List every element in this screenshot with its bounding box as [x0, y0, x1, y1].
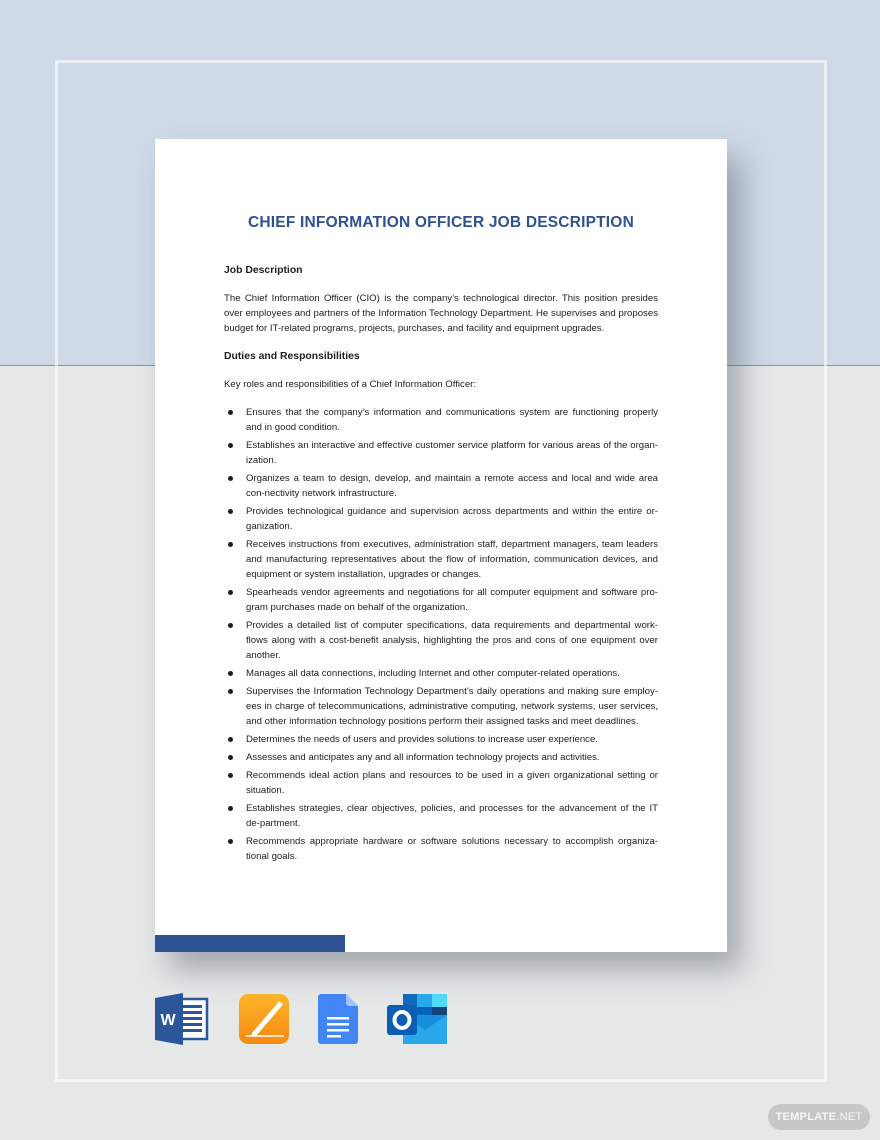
list-item: Receives instructions from executives, administration staff, department managers, team leaders and manufacturing representatives about the flow of information, communication devices, and equipment or system installation, upgrades or changes. — [224, 537, 658, 582]
bullet-icon — [228, 839, 233, 844]
template-net-watermark[interactable]: TEMPLATE .NET — [768, 1104, 870, 1130]
svg-text:W: W — [160, 1012, 176, 1029]
section-heading-job-description: Job Description — [224, 265, 303, 276]
list-item: Provides technological guidance and supervision across departments and within the entire or-ganization. — [224, 504, 658, 534]
footer-accent-bar — [155, 935, 345, 952]
list-item: Organizes a team to design, develop, and maintain a remote access and local and wide area con-nectivity network infrastructure. — [224, 471, 658, 501]
section-heading-duties: Duties and Responsibilities — [224, 351, 360, 362]
list-item: Establishes strategies, clear objectives, policies, and processes for the advancement of the IT de-partment. — [224, 801, 658, 831]
bullet-icon — [228, 590, 233, 595]
bullet-icon — [228, 755, 233, 760]
bullet-icon — [228, 773, 233, 778]
list-item: Assesses and anticipates any and all information technology projects and activities. — [224, 750, 658, 765]
list-item: Recommends appropriate hardware or software solutions necessary to accomplish organiza-tional goals. — [224, 834, 658, 864]
bullet-icon — [228, 410, 233, 415]
duties-intro: Key roles and responsibilities of a Chief Information Officer: — [224, 379, 477, 390]
bullet-icon — [228, 542, 233, 547]
list-item: Establishes an interactive and effective customer service platform for various areas of the organ-ization. — [224, 438, 658, 468]
bullet-icon — [228, 689, 233, 694]
google-docs-icon[interactable] — [318, 993, 360, 1045]
list-item: Recommends ideal action plans and resources to be used in a given organizational setting or situation. — [224, 768, 658, 798]
list-item: Provides a detailed list of computer specifications, data requirements and departmental work-flows along with a cost-benefit analysis, highlighting the pros and cons of one equipment over another. — [224, 618, 658, 663]
job-description-paragraph: The Chief Information Officer (CIO) is the company’s technological director. This position presides over employees and partners of the Information Technology Department. He supervises and proposes budget for IT-related programs, projects, purchases, and facility and equipment upgrades. — [224, 293, 658, 334]
word-icon[interactable] — [155, 993, 209, 1045]
document-content — [224, 263, 658, 867]
list-item: Spearheads vendor agreements and negotiations for all computer equipment and software pro-gram purchases made on behalf of the organization. — [224, 585, 658, 615]
document-page — [155, 139, 727, 952]
bullet-icon — [228, 443, 233, 448]
bullet-icon — [228, 671, 233, 676]
bullet-icon — [228, 623, 233, 628]
list-item: Manages all data connections, including Internet and other computer-related operations. — [224, 666, 658, 681]
list-item: Determines the needs of users and provides solutions to increase user experience. — [224, 732, 658, 747]
outlook-icon[interactable] — [387, 993, 447, 1045]
bullet-icon — [228, 509, 233, 514]
bullet-icon — [228, 806, 233, 811]
list-item: Supervises the Information Technology Department’s daily operations and making sure employ-ees in charge of telecommunications, administrative computing, network systems, user services, and other information technology positions perform their assigned tasks and meet deadlines. — [224, 684, 658, 729]
document-title: CHIEF INFORMATION OFFICER JOB DESCRIPTION — [248, 214, 634, 231]
list-item: Ensures that the company’s information and communications system are functioning properly and in good condition. — [224, 405, 658, 435]
duties-list — [224, 405, 658, 864]
pages-icon[interactable] — [238, 993, 290, 1045]
bullet-icon — [228, 476, 233, 481]
bullet-icon — [228, 737, 233, 742]
